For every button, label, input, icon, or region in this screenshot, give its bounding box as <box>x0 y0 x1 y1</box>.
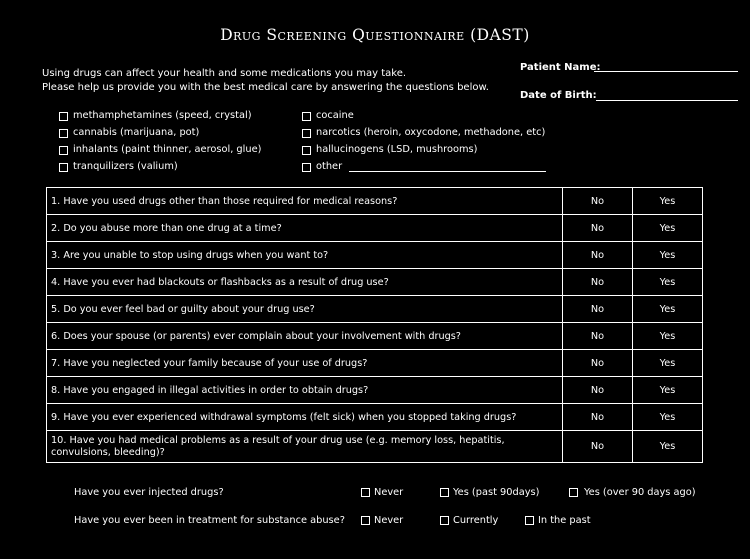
treatment-past-label: In the past <box>538 515 591 526</box>
drug-label-cannabis: cannabis (marijuana, pot) <box>73 127 200 138</box>
question-row <box>47 296 703 323</box>
injected-question: Have you ever injected drugs? <box>74 487 224 498</box>
question-text: 2. Do you abuse more than one drug at a time? <box>47 215 563 242</box>
question-text: 4. Have you ever had blackouts or flashbacks as a result of drug use? <box>47 269 563 296</box>
answer-no-cell[interactable]: No <box>563 296 633 323</box>
answer-yes-cell[interactable]: Yes <box>633 215 703 242</box>
drug-checkbox-hallucinogens[interactable] <box>302 146 311 155</box>
patient-name-label: Patient Name: <box>520 62 601 73</box>
injected-past90-checkbox[interactable] <box>440 488 449 497</box>
drug-checkbox-tranquilizers[interactable] <box>59 163 68 172</box>
injected-over90-label: Yes (over 90 days ago) <box>584 487 696 498</box>
question-text: 5. Do you ever feel bad or guilty about your drug use? <box>47 296 563 323</box>
answer-no-cell[interactable]: No <box>563 431 633 463</box>
drug-checkbox-meth[interactable] <box>59 112 68 121</box>
drug-checkbox-other[interactable] <box>302 163 311 172</box>
answer-no-cell[interactable]: No <box>563 350 633 377</box>
answer-no-cell[interactable]: No <box>563 188 633 215</box>
question-row <box>47 431 703 463</box>
drug-checkbox-cannabis[interactable] <box>59 129 68 138</box>
intro-line-2: Please help us provide you with the best medical care by answering the questions below. <box>42 82 489 93</box>
answer-yes-cell[interactable]: Yes <box>633 404 703 431</box>
treatment-past-checkbox[interactable] <box>525 516 534 525</box>
dob-field[interactable] <box>596 100 738 101</box>
injected-past90-label: Yes (past 90days) <box>453 487 540 498</box>
answer-yes-cell[interactable]: Yes <box>633 431 703 463</box>
question-text: 8. Have you engaged in illegal activities in order to obtain drugs? <box>47 377 563 404</box>
answer-no-cell[interactable]: No <box>563 215 633 242</box>
drug-label-narcotics: narcotics (heroin, oxycodone, methadone, etc) <box>316 127 546 138</box>
answer-no-cell[interactable]: No <box>563 242 633 269</box>
answer-no-cell[interactable]: No <box>563 323 633 350</box>
answer-yes-cell[interactable]: Yes <box>633 242 703 269</box>
treatment-never-label: Never <box>374 515 404 526</box>
answer-yes-cell[interactable]: Yes <box>633 350 703 377</box>
injected-never-checkbox[interactable] <box>361 488 370 497</box>
answer-yes-cell[interactable]: Yes <box>633 323 703 350</box>
treatment-currently-checkbox[interactable] <box>440 516 449 525</box>
drug-label-other: other <box>316 161 343 172</box>
treatment-never-checkbox[interactable] <box>361 516 370 525</box>
treatment-question: Have you ever been in treatment for substance abuse? <box>74 515 345 526</box>
drug-label-meth: methamphetamines (speed, crystal) <box>73 110 252 121</box>
injected-over90-checkbox[interactable] <box>569 488 578 497</box>
intro-line-1: Using drugs can affect your health and some medications you may take. <box>42 68 407 79</box>
question-text: 1. Have you used drugs other than those required for medical reasons? <box>47 188 563 215</box>
drug-checkbox-inhalants[interactable] <box>59 146 68 155</box>
drug-label-inhalants: inhalants (paint thinner, aerosol, glue) <box>73 144 262 155</box>
answer-no-cell[interactable]: No <box>563 269 633 296</box>
answer-yes-cell[interactable]: Yes <box>633 188 703 215</box>
question-row <box>47 323 703 350</box>
drug-checkbox-narcotics[interactable] <box>302 129 311 138</box>
question-text: 10. Have you had medical problems as a result of your drug use (e.g. memory loss, hepatitis, convulsions, bleeding)? <box>47 431 563 463</box>
question-row <box>47 404 703 431</box>
answer-no-cell[interactable]: No <box>563 377 633 404</box>
question-text: 7. Have you neglected your family because of your use of drugs? <box>47 350 563 377</box>
question-row <box>47 269 703 296</box>
question-text: 6. Does your spouse (or parents) ever complain about your involvement with drugs? <box>47 323 563 350</box>
question-text: 9. Have you ever experienced withdrawal symptoms (felt sick) when you stopped taking drugs? <box>47 404 563 431</box>
treatment-currently-label: Currently <box>453 515 499 526</box>
answer-yes-cell[interactable]: Yes <box>633 269 703 296</box>
injected-never-label: Never <box>374 487 404 498</box>
answer-yes-cell[interactable]: Yes <box>633 296 703 323</box>
page-title: Drug Screening Questionnaire (DAST) <box>220 26 530 44</box>
question-row <box>47 242 703 269</box>
dob-label: Date of Birth: <box>520 90 597 101</box>
drug-label-cocaine: cocaine <box>316 110 354 121</box>
answer-yes-cell[interactable]: Yes <box>633 377 703 404</box>
drug-checkbox-cocaine[interactable] <box>302 112 311 121</box>
question-row <box>47 377 703 404</box>
question-row <box>47 215 703 242</box>
drug-label-hallucinogens: hallucinogens (LSD, mushrooms) <box>316 144 478 155</box>
drug-label-tranquilizers: tranquilizers (valium) <box>73 161 178 172</box>
question-text: 3. Are you unable to stop using drugs when you want to? <box>47 242 563 269</box>
patient-name-field[interactable] <box>594 71 738 72</box>
question-row <box>47 350 703 377</box>
answer-no-cell[interactable]: No <box>563 404 633 431</box>
questions-table <box>46 187 703 463</box>
drug-other-field[interactable] <box>349 171 546 172</box>
question-row <box>47 188 703 215</box>
